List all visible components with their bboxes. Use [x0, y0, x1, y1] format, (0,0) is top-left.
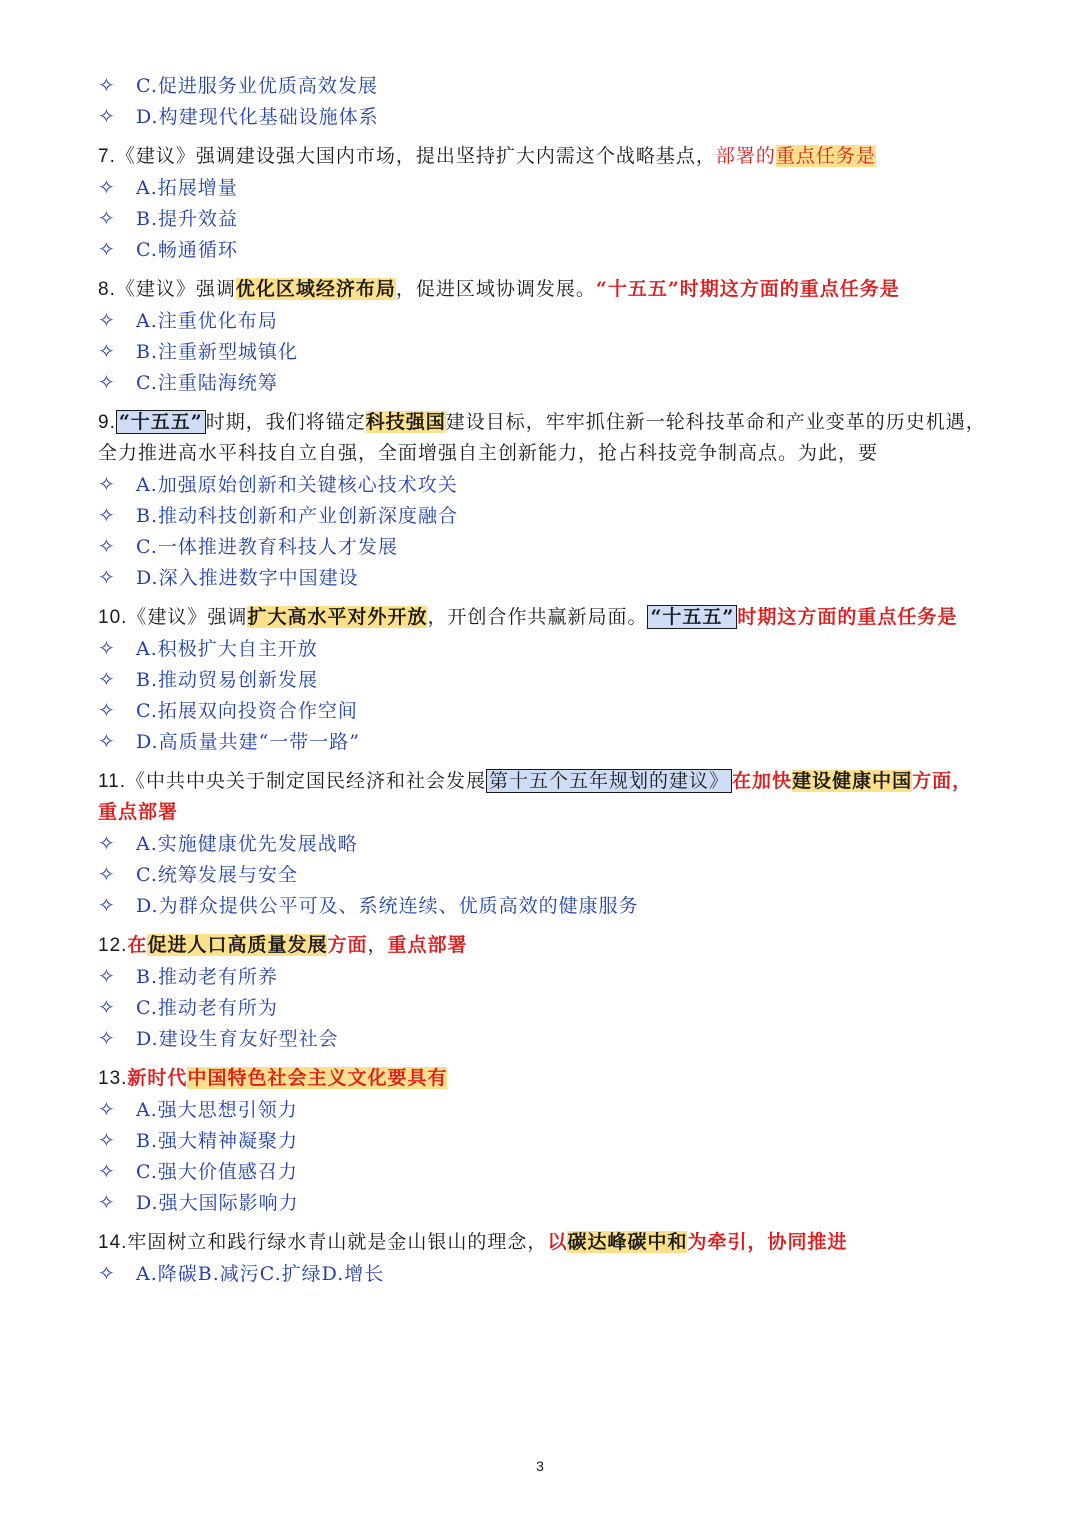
- diamond-star-icon: ✧: [98, 698, 116, 722]
- option-item: ✧ C.促进服务业优质高效发展: [98, 70, 986, 101]
- diamond-star-icon: ✧: [98, 862, 116, 886]
- diamond-star-icon: ✧: [98, 339, 116, 363]
- option-item: ✧ A.实施健康优先发展战略: [98, 828, 986, 859]
- diamond-star-icon: ✧: [98, 893, 116, 917]
- question-14: 14.牢固树立和践行绿水青山就是金山银山的理念，以碳达峰碳中和为牵引，协同推进: [98, 1231, 848, 1253]
- diamond-star-icon: ✧: [98, 73, 116, 97]
- diamond-star-icon: ✧: [98, 104, 116, 128]
- question-7: 7.《建议》强调建设强大国内市场，提出坚持扩大内需这个战略基点，部署的重点任务是: [98, 145, 876, 167]
- diamond-star-icon: ✧: [98, 1128, 116, 1152]
- diamond-star-icon: ✧: [98, 370, 116, 394]
- option-item: ✧ B.强大精神凝聚力: [98, 1125, 986, 1156]
- diamond-star-icon: ✧: [98, 831, 116, 855]
- page-number: 3: [536, 1458, 544, 1474]
- option-item: ✧ A.拓展增量: [98, 172, 986, 203]
- question-list: [98, 70, 986, 1289]
- option-item: ✧ C.推动老有所为: [98, 992, 986, 1023]
- option-item: ✧ A.强大思想引领力: [98, 1094, 986, 1125]
- option-item: ✧ B.推动贸易创新发展: [98, 664, 986, 695]
- option-item: ✧ A.积极扩大自主开放: [98, 633, 986, 664]
- option-item: ✧ B.推动科技创新和产业创新深度融合: [98, 500, 986, 531]
- option-item: ✧ B.推动老有所养: [98, 961, 986, 992]
- option-item: ✧ C.统筹发展与安全: [98, 859, 986, 890]
- option-item: ✧ A.加强原始创新和关键核心技术攻关: [98, 469, 986, 500]
- option-item: ✧ B.提升效益: [98, 203, 986, 234]
- diamond-star-icon: ✧: [98, 308, 116, 332]
- option-item: ✧ C.注重陆海统筹: [98, 367, 986, 398]
- option-item: ✧ A.降碳B.减污C.扩绿D.增长: [98, 1258, 986, 1289]
- diamond-star-icon: ✧: [98, 1026, 116, 1050]
- option-item: ✧ C.畅通循环: [98, 234, 986, 265]
- question-9: 9. “十五五” 时期，我们将锚定科技强国建设目标，牢牢抓住新一轮科技革命和产业变革的历史机遇，全力推进高水平科技自立自强，全面增强自主创新能力，抢占科技竞争制高点。为此，要: [98, 411, 986, 464]
- diamond-star-icon: ✧: [98, 472, 116, 496]
- question-8: 8.《建议》强调优化区域经济布局，促进区域协调发展。“十五五”时期这方面的重点任务是: [98, 278, 900, 300]
- question-10: 10.《建议》强调扩大高水平对外开放，开创合作共赢新局面。 “十五五” 时期这方面的重点任务是: [98, 606, 958, 628]
- option-item: ✧ C.一体推进教育科技人才发展: [98, 531, 986, 562]
- diamond-star-icon: ✧: [98, 534, 116, 558]
- option-item: ✧ C.强大价值感召力: [98, 1156, 986, 1187]
- diamond-star-icon: ✧: [98, 175, 116, 199]
- diamond-star-icon: ✧: [98, 729, 116, 753]
- option-item: ✧ C.拓展双向投资合作空间: [98, 695, 986, 726]
- diamond-star-icon: ✧: [98, 206, 116, 230]
- diamond-star-icon: ✧: [98, 1159, 116, 1183]
- diamond-star-icon: ✧: [98, 636, 116, 660]
- option-item: ✧ D.高质量共建“一带一路”: [98, 726, 986, 757]
- diamond-star-icon: ✧: [98, 1190, 116, 1214]
- diamond-star-icon: ✧: [98, 667, 116, 691]
- option-item: ✧ D.建设生育友好型社会: [98, 1023, 986, 1054]
- diamond-star-icon: ✧: [98, 237, 116, 261]
- option-item: ✧ B.注重新型城镇化: [98, 336, 986, 367]
- option-item: ✧ D.深入推进数字中国建设: [98, 562, 986, 593]
- question-11: 11.《中共中央关于制定国民经济和社会发展 第十五个五年规划的建议》 在加快建设健康中国方面，重点部署: [98, 770, 973, 823]
- question-13: 13.新时代中国特色社会主义文化要具有: [98, 1067, 448, 1089]
- diamond-star-icon: ✧: [98, 995, 116, 1019]
- diamond-star-icon: ✧: [98, 1097, 116, 1121]
- diamond-star-icon: ✧: [98, 503, 116, 527]
- option-item: ✧ A.注重优化布局: [98, 305, 986, 336]
- option-item: ✧ D.为群众提供公平可及、系统连续、优质高效的健康服务: [98, 890, 986, 921]
- question-12: 12.在促进人口高质量发展方面，重点部署: [98, 934, 468, 956]
- diamond-star-icon: ✧: [98, 1261, 116, 1285]
- option-item: ✧ D.构建现代化基础设施体系: [98, 101, 986, 132]
- diamond-star-icon: ✧: [98, 565, 116, 589]
- option-item: ✧ D.强大国际影响力: [98, 1187, 986, 1218]
- diamond-star-icon: ✧: [98, 964, 116, 988]
